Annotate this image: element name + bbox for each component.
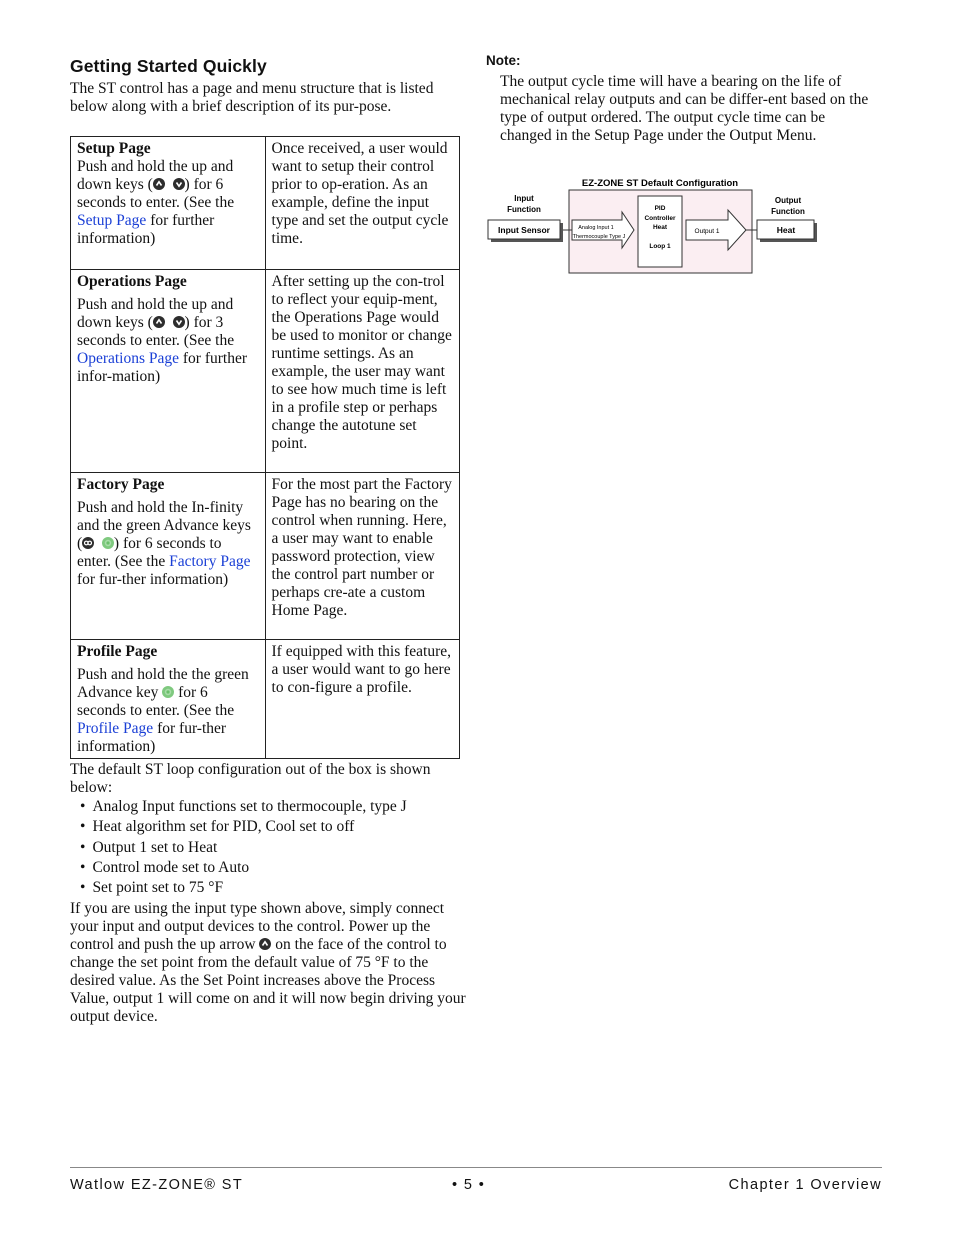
footer-product: Watlow EZ-ZONE® ST — [70, 1177, 244, 1193]
final-paragraph-part-b: on the face of the control to change the set point from the default value of 75 °F to the desired value. As the Set Point increases above the Process Value, output 1 will come on and it will now begin driving your output device. — [70, 936, 466, 1025]
infinity-key-icon — [82, 537, 94, 549]
up-key-icon — [153, 178, 165, 190]
list-item: • Output 1 set to Heat — [80, 838, 470, 858]
final-paragraph — [70, 900, 466, 1026]
default-configuration-diagram — [484, 174, 824, 278]
instruction-text: Push and hold the up and down keys ( — [77, 296, 234, 331]
instruction-text: for 6 seconds to enter. (See the — [77, 684, 235, 719]
pid-label: PID — [654, 205, 666, 212]
loop-label: Loop 1 — [649, 243, 671, 250]
page-reference-link[interactable]: Profile Page — [77, 720, 154, 737]
input-sensor-label: Input Sensor — [498, 225, 550, 235]
advance-key-icon — [162, 686, 174, 698]
footer-chapter: Chapter 1 Overview — [728, 1177, 882, 1193]
instruction-text: Push and hold the the green Advance key — [77, 666, 249, 701]
page-instructions-cell — [71, 640, 266, 759]
diagram-title: EZ-ZONE ST Default Configuration — [581, 178, 739, 189]
page-description-cell: Once received, a user would want to setup their control prior to op-eration. As an example, define the input type and set the output cycle time. — [265, 137, 459, 270]
page-title: Profile Page — [77, 643, 158, 660]
list-item: • Set point set to 75 °F — [80, 878, 470, 898]
advance-key-icon — [102, 537, 114, 549]
menu-pages-table — [70, 136, 460, 759]
footer-divider — [70, 1167, 882, 1168]
page-description-cell: After setting up the con-trol to reflect your equip-ment, the Operations Page would be used to monitor or change runtime settings. As an example, the user may want to see how much time is left in a profile step or perhaps change the autotune set point. — [265, 270, 459, 473]
analog-input-label-2: Thermocouple Type J — [572, 234, 626, 240]
instruction-text: for fur-ther information) — [77, 720, 227, 755]
up-key-icon — [259, 938, 271, 950]
controller-label: Controller — [644, 215, 676, 222]
page-title: Operations Page — [77, 273, 187, 290]
section-heading: Getting Started Quickly — [70, 56, 267, 76]
list-item: • Analog Input functions set to thermocouple, type J — [80, 797, 470, 817]
page-title: Factory Page — [77, 476, 165, 493]
list-item: • Control mode set to Auto — [80, 858, 470, 878]
output-arrow-label: Output 1 — [694, 228, 720, 235]
down-key-icon — [173, 178, 185, 190]
final-paragraph-part-a: If you are using the input type shown above, simply connect your input and output devices to the control. Power up the control and push the up arrow — [70, 900, 445, 953]
page-instructions-cell — [71, 137, 266, 270]
intro-paragraph: The ST control has a page and menu structure that is listed below along with a brief description of its pur-pose. — [70, 80, 434, 115]
down-key-icon — [173, 316, 185, 328]
instruction-text: for further information) — [77, 212, 215, 247]
instruction-text: ) for 6 seconds to enter. (See the — [77, 176, 235, 211]
instruction-text: for fur-ther information) — [77, 571, 229, 588]
page-reference-link[interactable]: Factory Page — [169, 553, 251, 570]
table-row — [71, 270, 460, 473]
page-reference-link[interactable]: Operations Page — [77, 350, 180, 367]
page-description-cell: If equipped with this feature, a user would want to go here to con-figure a profile. — [265, 640, 459, 759]
note-label: Note: — [486, 53, 521, 68]
page-instructions-cell — [71, 270, 266, 473]
default-config-intro: The default ST loop configuration out of the box is shown below: — [70, 761, 431, 796]
input-function-label-1: Input — [514, 194, 534, 203]
table-row — [71, 640, 460, 759]
instruction-text: for further infor-mation) — [77, 350, 248, 385]
instruction-text: ) for 6 seconds to enter. (See the — [77, 535, 222, 570]
note-text: The output cycle time will have a bearing on the life of mechanical relay outputs and can be differ-ent based on the type of output ordered. The output cycle time can be changed in the Setup Page under the Output Menu. — [500, 73, 869, 144]
list-item: • Heat algorithm set for PID, Cool set to off — [80, 817, 470, 837]
analog-input-label-1: Analog Input 1 — [578, 225, 614, 231]
up-key-icon — [153, 316, 165, 328]
page-reference-link[interactable]: Setup Page — [77, 212, 147, 229]
instruction-text: Push and hold the up and down keys ( — [77, 158, 234, 193]
heat-output-label: Heat — [776, 225, 796, 235]
page-instructions-cell — [71, 473, 266, 640]
heat-mode-label: Heat — [652, 224, 668, 231]
table-row — [71, 137, 460, 270]
instruction-text: Push and hold the In-finity and the green Advance keys ( — [77, 499, 251, 552]
page-description-cell: For the most part the Factory Page has no bearing on the control when running. Here, a user may want to enable password protection, view the control part number or perhaps cre-ate a custom Home Page. — [265, 473, 459, 640]
table-row — [71, 473, 460, 640]
default-config-list — [80, 797, 470, 898]
instruction-text: ) for 3 seconds to enter. (See the — [77, 314, 235, 349]
output-function-label-2: Function — [771, 207, 805, 216]
footer-page-number: • 5 • — [452, 1177, 486, 1193]
output-function-label-1: Output — [774, 196, 802, 205]
page-title: Setup Page — [77, 140, 151, 157]
input-function-label-2: Function — [507, 205, 541, 214]
